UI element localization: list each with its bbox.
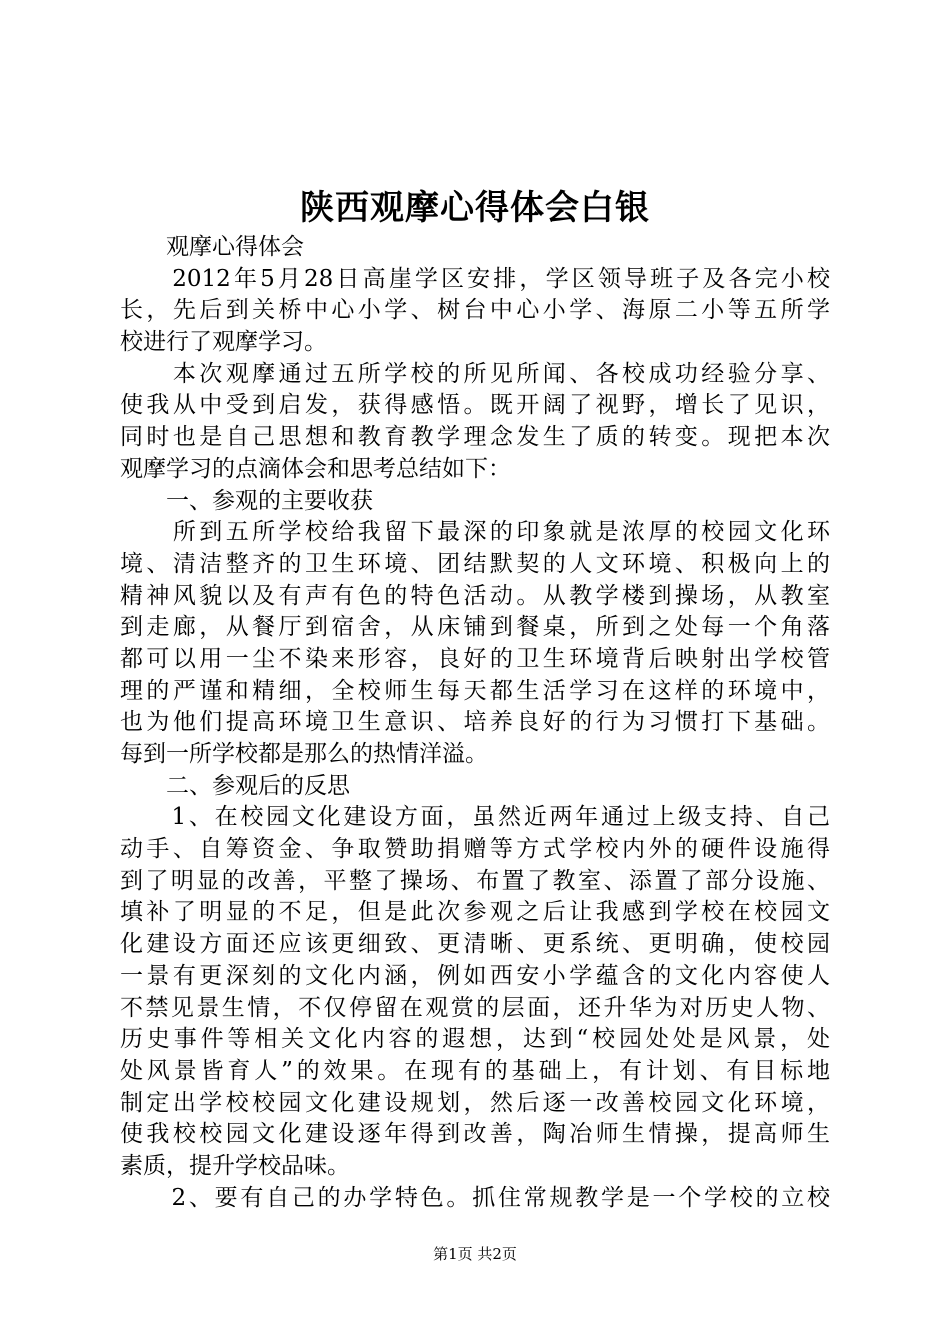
page-footer: 第1页 共2页 <box>433 1245 517 1263</box>
text-line: 一、参观的主要收获 <box>120 487 373 514</box>
text-line: 使我校校园文化建设逐年得到改善，陶冶师生情操，提高师生 <box>120 1121 830 1148</box>
text-line: 历史事件等相关文化内容的遐想，达到“校园处处是风景，处 <box>120 1026 830 1053</box>
text-line: 观摩学习的点滴体会和思考总结如下： <box>120 455 511 482</box>
document-title: 陕西观摩心得体会白银 <box>300 188 650 228</box>
text-line: 素质，提升学校品味。 <box>120 1152 350 1179</box>
text-line: 所到五所学校给我留下最深的印象就是浓厚的校园文化环 <box>120 519 830 546</box>
document-body <box>120 232 830 1214</box>
text-line: 不禁见景生情，不仅停留在观赏的层面，还升华为对历史人物、 <box>120 994 830 1021</box>
text-line: 制定出学校校园文化建设规划，然后逐一改善校园文化环境， <box>120 1089 830 1116</box>
text-line: 长，先后到关桥中心小学、树台中心小学、海原二小等五所学 <box>120 297 830 324</box>
text-line: 校进行了观摩学习。 <box>120 329 327 356</box>
text-line: 二、参观后的反思 <box>120 772 350 799</box>
text-line: 观摩心得体会 <box>120 234 304 260</box>
text-line: 填补了明显的不足，但是此次参观之后让我感到学校在校园文 <box>120 899 830 926</box>
text-line: 境、清洁整齐的卫生环境、团结默契的人文环境、积极向上的 <box>120 550 830 577</box>
text-line: 到走廊，从餐厅到宿舍，从床铺到餐桌，所到之处每一个角落 <box>120 614 830 641</box>
text-line: 2、要有自己的办学特色。抓住常规教学是一个学校的立校 <box>120 1184 830 1211</box>
text-line: 化建设方面还应该更细致、更清晰、更系统、更明确，使校园 <box>120 931 830 958</box>
text-line: 同时也是自己思想和教育教学理念发生了质的转变。现把本次 <box>120 424 830 451</box>
text-line: 到了明显的改善，平整了操场、布置了教室、添置了部分设施、 <box>120 867 830 894</box>
text-line: 使我从中受到启发，获得感悟。既开阔了视野，增长了见识， <box>120 392 830 419</box>
text-line: 本次观摩通过五所学校的所见所闻、各校成功经验分享、 <box>120 360 830 387</box>
text-line: 理的严谨和精细，全校师生每天都生活学习在这样的环境中， <box>120 677 830 704</box>
text-line: 都可以用一尘不染来形容，良好的卫生环境背后映射出学校管 <box>120 645 830 672</box>
text-line: 处风景皆育人”的效果。在现有的基础上，有计划、有目标地 <box>120 1057 830 1084</box>
text-line: 1、在校园文化建设方面，虽然近两年通过上级支持、自己 <box>120 804 830 831</box>
text-line: 也为他们提高环境卫生意识、培养良好的行为习惯打下基础。 <box>120 709 830 736</box>
text-line: 2012年5月28日高崖学区安排，学区领导班子及各完小校 <box>120 265 830 292</box>
text-line: 动手、自筹资金、争取赞助捐赠等方式学校内外的硬件设施得 <box>120 836 830 863</box>
text-line: 精神风貌以及有声有色的特色活动。从教学楼到操场，从教室 <box>120 582 830 609</box>
text-line: 每到一所学校都是那么的热情洋溢。 <box>120 741 488 767</box>
text-line: 一景有更深刻的文化内涵，例如西安小学蕴含的文化内容使人 <box>120 962 830 989</box>
